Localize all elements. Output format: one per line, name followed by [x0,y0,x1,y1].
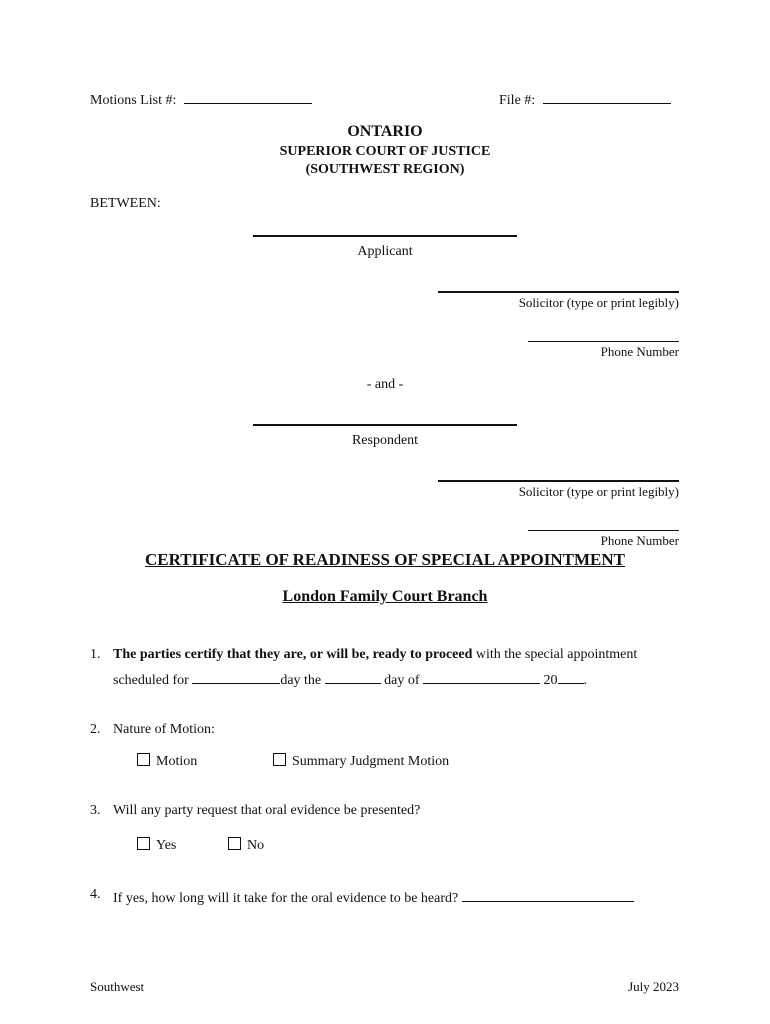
motions-list-line [90,89,312,109]
item1-month-field[interactable] [423,669,540,684]
respondent-phone-field[interactable] [528,530,679,531]
item1-line1 [113,647,637,663]
item1-weekday-field[interactable] [325,669,381,684]
respondent-solicitor-label: Solicitor (type or print legibly) [518,484,679,499]
summary-judgment-checkbox[interactable] [273,753,286,766]
item2-text: Nature of Motion: [113,722,215,737]
certificate-title: CERTIFICATE OF READINESS OF SPECIAL APPOINTMENT [144,550,626,569]
summary-judgment-checkbox-row[interactable] [273,753,449,770]
summary-judgment-option-label: Summary Judgment Motion [292,754,450,769]
item1-text-b: scheduled for [113,673,189,688]
item2-number: 2. [90,722,101,737]
item4-text: If yes, how long will it take for the oral evidence to be heard? [113,891,459,906]
item1-line2 [113,669,587,689]
respondent-phone-label: Phone Number [600,533,679,548]
item1-text-e: 20 [543,673,558,688]
yes-checkbox[interactable] [137,837,150,850]
applicant-solicitor-field[interactable] [438,291,679,293]
no-option-label: No [247,838,265,853]
motion-checkbox[interactable] [137,753,150,766]
footer-date: July 2023 [628,979,679,994]
applicant-solicitor-label: Solicitor (type or print legibly) [518,295,679,310]
item1-text-c: day the [280,673,322,688]
item1-number: 1. [90,647,101,662]
oral-evidence-duration-field[interactable] [462,887,634,902]
respondent-solicitor-field[interactable] [438,480,679,482]
motions-list-field[interactable] [184,89,312,104]
item1-year-field[interactable] [558,669,584,684]
no-checkbox[interactable] [228,837,241,850]
motion-option-label: Motion [156,754,198,769]
yes-option-label: Yes [156,838,177,853]
footer-region: Southwest [90,979,145,994]
applicant-phone-field[interactable] [528,341,679,342]
between-label: BETWEEN: [90,196,161,211]
yes-checkbox-row[interactable] [137,837,176,854]
item1-bold-text: The parties certify that they are, or will be, ready to proceed [113,647,473,662]
respondent-label: Respondent [351,433,419,448]
applicant-label: Applicant [357,244,413,259]
file-number-line [499,89,671,109]
file-number-label: File #: [499,93,536,108]
branch-name: London Family Court Branch [282,588,488,605]
court-name: SUPERIOR COURT OF JUSTICE [279,144,491,159]
motion-checkbox-row[interactable] [137,753,197,770]
item1-text-f: . [583,673,588,688]
motions-list-label: Motions List #: [90,93,177,108]
and-separator: - and - [366,377,404,392]
item3-number: 3. [90,803,101,818]
applicant-phone-label: Phone Number [600,344,679,359]
applicant-name-field[interactable] [253,235,517,237]
item3-text: Will any party request that oral evidence be presented? [113,803,421,818]
court-region: (SOUTHWEST REGION) [305,162,465,177]
respondent-name-field[interactable] [253,424,517,426]
court-province: ONTARIO [347,123,423,140]
item1-day-number-field[interactable] [192,669,280,684]
file-number-field[interactable] [543,89,671,104]
item1-text-a: with the special appointment [475,647,638,662]
item1-text-d: day of [384,673,420,688]
item4-number: 4. [90,887,101,902]
item4-line [113,887,634,907]
no-checkbox-row[interactable] [228,837,264,854]
